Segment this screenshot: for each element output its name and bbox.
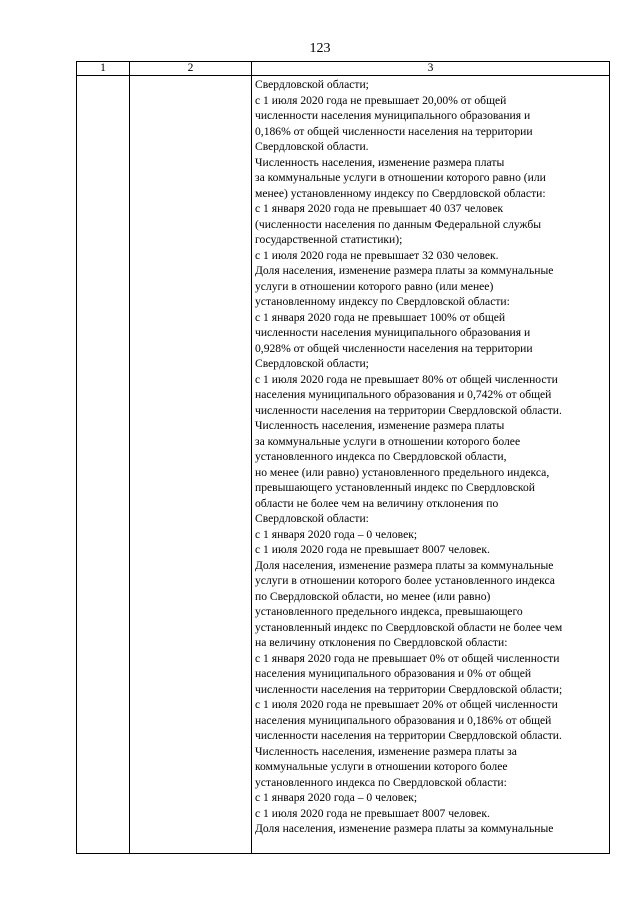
text-line: с 1 июля 2020 года не превышает 32 030 человек.	[255, 248, 499, 262]
text-line: установленный индекс по Свердловской области не более чем	[255, 620, 563, 634]
text-line: численности населения муниципального образования и	[255, 109, 531, 122]
text-line: численности населения на территории Свердловской области;	[255, 682, 563, 696]
text-line: Численность населения, изменение размера платы	[255, 155, 505, 169]
text-line: по Свердловской области, но менее (или равно)	[255, 589, 491, 603]
text-line: за коммунальные услуги в отношении которого более	[255, 434, 521, 448]
text-line: услуги в отношении которого более установленного индекса	[255, 574, 555, 587]
text-line: коммунальные услуги в отношении которого более	[255, 760, 508, 773]
text-line: (численности населения по данным Федеральной службы	[255, 217, 542, 231]
text-line: Свердловской области;	[255, 357, 369, 370]
text-line: установленного индекса по Свердловской области:	[255, 775, 507, 789]
text-line: численности населения на территории Свердловской области.	[255, 729, 562, 742]
text-line: менее) установленному индексу по Свердловской области:	[255, 186, 546, 200]
text-line: Численность населения, изменение размера платы за	[255, 744, 517, 758]
document-table	[76, 61, 610, 854]
text-line: государственной статистики);	[255, 233, 403, 246]
text-line: на величину отклонения по Свердловской области:	[255, 636, 508, 649]
text-line: установленному индексу по Свердловской области:	[255, 295, 510, 308]
text-line: с 1 января 2020 года не превышает 100% от общей	[255, 310, 506, 324]
text-line: с 1 июля 2020 года не превышает 80% от общей численности	[255, 372, 558, 386]
text-line: 0,186% от общей численности населения на территории	[255, 124, 533, 138]
text-line: установленного предельного индекса, превышающего	[255, 605, 523, 618]
text-line: населения муниципального образования и 0,742% от общей	[255, 388, 552, 401]
table-header-row	[77, 62, 610, 76]
text-line: области не более чем на величину отклонения по	[255, 496, 499, 510]
text-line: численности населения муниципального образования и	[255, 326, 531, 339]
text-line: Численность населения, изменение размера платы	[255, 419, 505, 432]
text-line: Свердловской области;	[255, 78, 369, 91]
text-line: с 1 июля 2020 года не превышает 8007 человек.	[255, 543, 490, 556]
text-line: услуги в отношении которого равно (или менее)	[255, 279, 494, 293]
text-line: с 1 января 2020 года – 0 человек;	[255, 791, 418, 804]
text-line: Доля населения, изменение размера платы за коммунальные	[255, 822, 554, 835]
text-line: Свердловской области:	[255, 512, 369, 525]
text-line: Доля населения, изменение размера платы за коммунальные	[255, 558, 554, 572]
text-line: Доля населения, изменение размера платы за коммунальные	[255, 264, 554, 277]
text-line: с 1 января 2020 года не превышает 40 037 человек	[255, 202, 504, 215]
column-2-cell	[130, 76, 252, 854]
text-line: с 1 июля 2020 года не превышает 8007 человек.	[255, 806, 490, 820]
text-line: 0,928% от общей численности населения на территории	[255, 341, 533, 355]
column-header-3: 3	[252, 62, 610, 76]
text-line: но менее (или равно) установленного предельного индекса,	[255, 465, 550, 479]
text-line: с 1 июля 2020 года не превышает 20,00% от общей	[255, 93, 507, 107]
table-row	[77, 76, 610, 854]
text-line: за коммунальные услуги в отношении которого равно (или	[255, 171, 546, 184]
text-line: с 1 июля 2020 года не превышает 20% от общей численности	[255, 698, 558, 711]
column-1-cell	[77, 76, 130, 854]
page-number: 123	[309, 41, 331, 56]
text-line: с 1 января 2020 года не превышает 0% от общей численности	[255, 651, 560, 665]
text-line: с 1 января 2020 года – 0 человек;	[255, 527, 418, 541]
text-line: населения муниципального образования и 0% от общей	[255, 667, 532, 680]
text-line: Свердловской области.	[255, 140, 369, 153]
text-line: установленного индекса по Свердловской области,	[255, 450, 507, 463]
column-3-text-cell	[252, 76, 610, 854]
text-line: численности населения на территории Свердловской области.	[255, 403, 562, 417]
text-line: превышающего установленный индекс по Свердловской	[255, 481, 535, 494]
column-header-1: 1	[77, 62, 130, 76]
column-header-2: 2	[130, 62, 252, 76]
text-line: населения муниципального образования и 0,186% от общей	[255, 713, 552, 727]
